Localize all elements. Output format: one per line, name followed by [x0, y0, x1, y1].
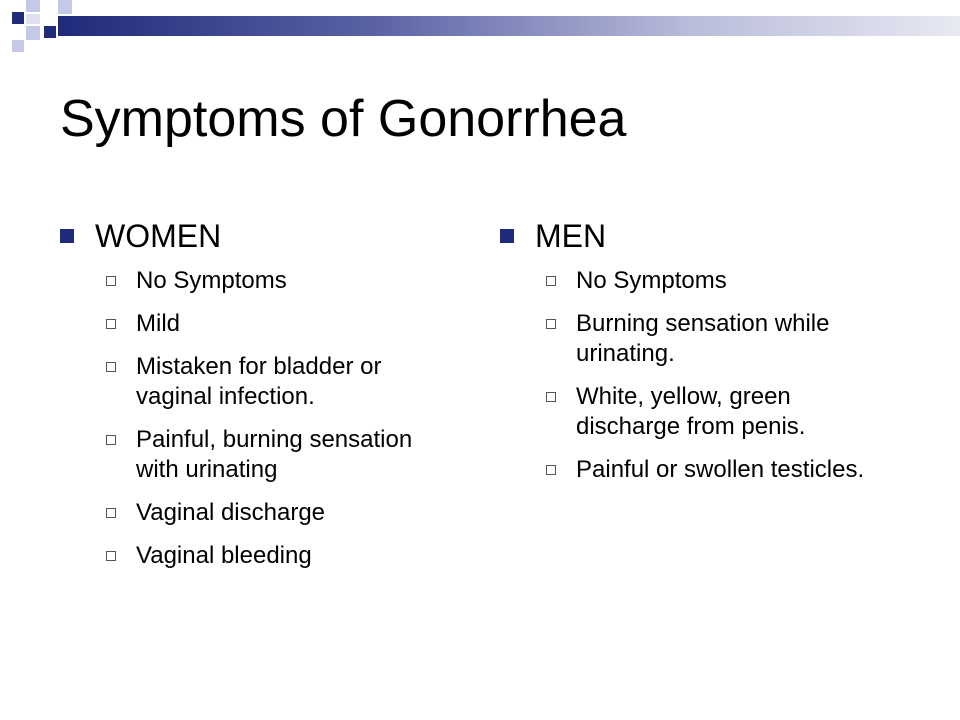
list-item: [60, 498, 460, 528]
hollow-square-bullet-icon: [106, 276, 116, 286]
list-item: [60, 266, 460, 296]
men-symptom-list: [500, 266, 900, 485]
hollow-square-bullet-icon: [106, 319, 116, 329]
decor-square: [58, 0, 72, 14]
slide-title: Symptoms of Gonorrhea: [60, 90, 627, 148]
list-item: [60, 425, 460, 485]
list-item-text: No Symptoms: [576, 267, 727, 294]
list-item-text: White, yellow, green discharge from penis.: [576, 383, 806, 440]
square-bullet-icon: [500, 229, 514, 243]
hollow-square-bullet-icon: [546, 465, 556, 475]
list-item: [500, 266, 900, 296]
list-item: [60, 352, 460, 412]
decor-square: [26, 14, 40, 24]
list-item: [500, 382, 900, 442]
list-item-text: Vaginal bleeding: [136, 542, 312, 569]
list-item-text: Painful or swollen testicles.: [576, 456, 865, 483]
men-column: [500, 212, 900, 498]
list-item: [60, 541, 460, 571]
hollow-square-bullet-icon: [546, 392, 556, 402]
list-item: [500, 455, 900, 485]
hollow-square-bullet-icon: [546, 319, 556, 329]
list-item-text: Mild: [136, 310, 181, 337]
hollow-square-bullet-icon: [106, 508, 116, 518]
header-gradient-bar: [58, 16, 960, 36]
decor-square: [26, 0, 40, 12]
hollow-square-bullet-icon: [106, 435, 116, 445]
women-heading: WOMEN: [95, 218, 222, 254]
men-heading-row: [500, 212, 900, 260]
list-item-text: No Symptoms: [136, 267, 287, 294]
decor-square: [12, 12, 24, 24]
decor-square: [12, 40, 24, 52]
square-bullet-icon: [60, 229, 74, 243]
women-column: [60, 212, 460, 584]
decor-square: [26, 26, 40, 40]
women-symptom-list: [60, 266, 460, 571]
decor-square: [44, 26, 56, 38]
men-heading: MEN: [535, 218, 607, 254]
list-item: [500, 309, 900, 369]
list-item: [60, 309, 460, 339]
list-item-text: Mistaken for bladder or vaginal infection.: [136, 353, 382, 410]
list-item-text: Burning sensation while urinating.: [576, 310, 830, 367]
list-item-text: Vaginal discharge: [136, 499, 326, 526]
women-heading-row: [60, 212, 460, 260]
hollow-square-bullet-icon: [546, 276, 556, 286]
list-item-text: Painful, burning sensation with urinating: [136, 426, 413, 483]
hollow-square-bullet-icon: [106, 362, 116, 372]
hollow-square-bullet-icon: [106, 551, 116, 561]
